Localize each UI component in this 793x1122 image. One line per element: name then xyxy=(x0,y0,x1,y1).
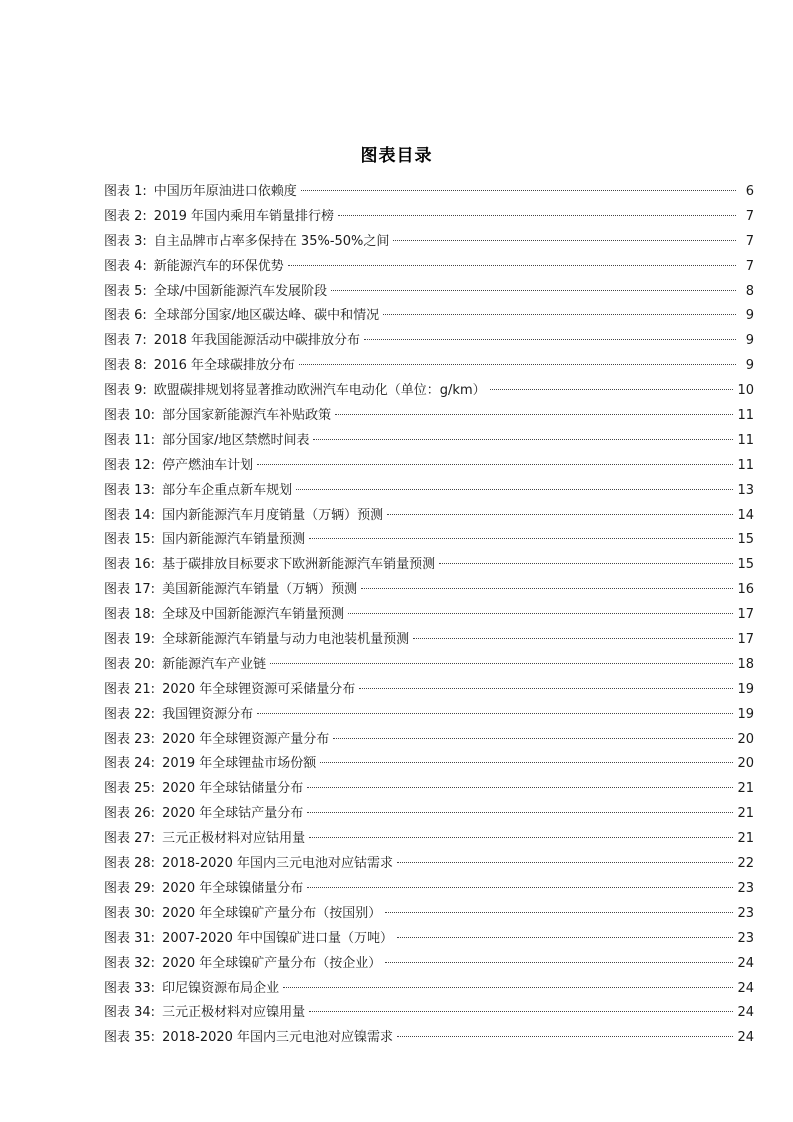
toc-entry-page-number: 24 xyxy=(737,1005,754,1021)
toc-entry[interactable] xyxy=(104,752,754,777)
dot-leader xyxy=(439,563,733,564)
dot-leader xyxy=(320,762,733,763)
toc-entry-page-number: 7 xyxy=(745,258,754,274)
toc-entry[interactable] xyxy=(104,628,754,653)
dot-leader xyxy=(413,638,733,639)
toc-entry-label: 图表 5: xyxy=(104,283,147,299)
dot-leader xyxy=(309,1011,733,1012)
toc-entry[interactable] xyxy=(104,479,754,504)
toc-entry-caption: 2020 年全球钴产量分布 xyxy=(162,806,304,822)
toc-entry-caption: 国内新能源汽车月度销量（万辆）预测 xyxy=(162,507,384,523)
dot-leader xyxy=(333,738,733,739)
dot-leader xyxy=(348,613,733,614)
toc-entry-label: 图表 25: xyxy=(104,781,156,797)
toc-entry-label: 图表 8: xyxy=(104,358,147,374)
toc-entry-label: 图表 13: xyxy=(104,482,156,498)
toc-entry-page-number: 21 xyxy=(737,831,754,847)
toc-entry[interactable] xyxy=(104,404,754,429)
toc-entry-label: 图表 16: xyxy=(104,557,156,573)
toc-entry[interactable] xyxy=(104,354,754,379)
toc-entry-caption: 2020 年全球锂资源产量分布 xyxy=(162,731,330,747)
toc-entry-caption: 美国新能源汽车销量（万辆）预测 xyxy=(162,582,358,598)
toc-entry-caption: 新能源汽车的环保优势 xyxy=(153,258,284,274)
toc-entry-page-number: 24 xyxy=(737,955,754,971)
toc-entry[interactable] xyxy=(104,1001,754,1026)
dot-leader xyxy=(397,1036,733,1037)
dot-leader xyxy=(270,663,733,664)
toc-entry[interactable] xyxy=(104,877,754,902)
toc-entry-caption: 停产燃油车计划 xyxy=(162,457,254,473)
dot-leader xyxy=(257,713,733,714)
dot-leader xyxy=(309,837,733,838)
dot-leader xyxy=(301,190,736,191)
toc-entry-label: 图表 21: xyxy=(104,681,156,697)
toc-entry-page-number: 9 xyxy=(745,333,754,349)
toc-entry-caption: 印尼镍资源布局企业 xyxy=(162,980,280,996)
dot-leader xyxy=(335,414,733,415)
toc-entry-caption: 中国历年原油进口依赖度 xyxy=(153,184,297,199)
toc-entry-label: 图表 24: xyxy=(104,756,156,772)
toc-entry-label: 图表 33: xyxy=(104,980,156,996)
toc-entry-caption: 2018-2020 年国内三元电池对应钴需求 xyxy=(162,856,394,872)
toc-entry[interactable] xyxy=(104,977,754,1002)
toc-entry-label: 图表 23: xyxy=(104,731,156,747)
toc-entry-caption: 三元正极材料对应钴用量 xyxy=(162,831,306,847)
toc-entry-label: 图表 34: xyxy=(104,1005,156,1021)
toc-entry-label: 图表 28: xyxy=(104,856,156,872)
toc-entry-caption: 2018 年我国能源活动中碳排放分布 xyxy=(153,333,361,349)
dot-leader xyxy=(393,240,736,241)
dot-leader xyxy=(359,688,733,689)
toc-entry-caption: 2016 年全球碳排放分布 xyxy=(153,358,296,374)
toc-entry[interactable] xyxy=(104,728,754,753)
toc-entry[interactable] xyxy=(104,852,754,877)
toc-entry-page-number: 20 xyxy=(737,731,754,747)
toc-entry-label: 图表 11: xyxy=(104,432,156,448)
toc-entry[interactable] xyxy=(104,802,754,827)
dot-leader xyxy=(361,588,733,589)
toc-entry[interactable] xyxy=(104,230,754,255)
table-of-figures xyxy=(104,180,754,1051)
toc-entry[interactable] xyxy=(104,827,754,852)
toc-entry-page-number: 19 xyxy=(737,681,754,697)
toc-entry-caption: 全球部分国家/地区碳达峰、碳中和情况 xyxy=(153,308,380,324)
toc-entry-page-number: 15 xyxy=(737,557,754,573)
dot-leader xyxy=(296,489,733,490)
toc-entry-page-number: 7 xyxy=(745,208,754,224)
toc-entry-caption: 国内新能源汽车销量预测 xyxy=(162,532,306,548)
toc-entry-label: 图表 7: xyxy=(104,333,147,349)
toc-entry-page-number: 9 xyxy=(745,358,754,374)
toc-entry-label: 图表 20: xyxy=(104,656,156,672)
toc-entry-label: 图表 3: xyxy=(104,233,147,249)
toc-entry-caption: 部分车企重点新车规划 xyxy=(162,482,293,498)
toc-entry-page-number: 17 xyxy=(737,607,754,623)
toc-entry-caption: 2020 年全球钴储量分布 xyxy=(162,781,304,797)
dot-leader xyxy=(283,987,733,988)
toc-entry-caption: 部分国家新能源汽车补贴政策 xyxy=(162,408,332,424)
toc-entry[interactable] xyxy=(104,1026,754,1051)
toc-entry-caption: 2019 年国内乘用车销量排行榜 xyxy=(153,208,335,224)
toc-entry[interactable] xyxy=(104,504,754,529)
dot-leader xyxy=(397,937,733,938)
toc-entry-page-number: 11 xyxy=(737,457,754,473)
toc-entry[interactable] xyxy=(104,429,754,454)
toc-entry-page-number: 11 xyxy=(737,408,754,424)
toc-entry-label: 图表 2: xyxy=(104,208,147,224)
toc-entry-page-number: 11 xyxy=(737,432,754,448)
toc-entry-page-number: 23 xyxy=(737,880,754,896)
toc-entry-caption: 全球/中国新能源汽车发展阶段 xyxy=(153,283,328,299)
toc-entry-page-number: 16 xyxy=(737,582,754,598)
toc-entry-page-number: 9 xyxy=(745,308,754,324)
dot-leader xyxy=(299,364,736,365)
toc-entry-label: 图表 14: xyxy=(104,507,156,523)
toc-entry-label: 图表 10: xyxy=(104,408,156,424)
dot-leader xyxy=(257,464,733,465)
toc-entry-caption: 2019 年全球锂盐市场份额 xyxy=(162,756,317,772)
toc-entry-label: 图表 30: xyxy=(104,905,156,921)
toc-entry-label: 图表 6: xyxy=(104,308,147,324)
toc-entry-label: 图表 1: xyxy=(104,184,147,199)
toc-entry-caption: 2020 年全球锂资源可采储量分布 xyxy=(162,681,356,697)
toc-entry-label: 图表 29: xyxy=(104,880,156,896)
toc-entry-label: 图表 22: xyxy=(104,706,156,722)
page-title: 图表目录 xyxy=(360,146,433,166)
toc-entry[interactable] xyxy=(104,379,754,404)
toc-entry-page-number: 22 xyxy=(737,856,754,872)
toc-entry-caption: 部分国家/地区禁燃时间表 xyxy=(162,432,310,448)
toc-entry[interactable] xyxy=(104,205,754,230)
dot-leader xyxy=(397,862,733,863)
toc-entry-page-number: 23 xyxy=(737,905,754,921)
dot-leader xyxy=(364,339,736,340)
toc-entry[interactable] xyxy=(104,603,754,628)
toc-entry-caption: 三元正极材料对应镍用量 xyxy=(162,1005,306,1021)
toc-entry-label: 图表 9: xyxy=(104,383,147,399)
dot-leader xyxy=(309,538,733,539)
toc-entry-page-number: 21 xyxy=(737,806,754,822)
dot-leader xyxy=(383,314,736,315)
toc-entry[interactable] xyxy=(104,653,754,678)
toc-entry[interactable] xyxy=(104,578,754,603)
toc-entry-page-number: 17 xyxy=(737,632,754,648)
dot-leader xyxy=(307,887,733,888)
toc-entry-page-number: 10 xyxy=(737,383,754,399)
toc-entry-caption: 欧盟碳排规划将显著推动欧洲汽车电动化（单位：g/km） xyxy=(153,383,486,399)
dot-leader xyxy=(307,787,733,788)
toc-entry[interactable] xyxy=(104,454,754,479)
toc-entry-caption: 2018-2020 年国内三元电池对应镍需求 xyxy=(162,1030,394,1046)
toc-entry-page-number: 19 xyxy=(737,706,754,722)
toc-entry-caption: 基于碳排放目标要求下欧洲新能源汽车销量预测 xyxy=(162,557,436,573)
dot-leader xyxy=(387,514,733,515)
toc-entry-label: 图表 12: xyxy=(104,457,156,473)
toc-entry-page-number: 14 xyxy=(737,507,754,523)
toc-entry[interactable] xyxy=(104,952,754,977)
dot-leader xyxy=(307,812,733,813)
toc-entry-label: 图表 15: xyxy=(104,532,156,548)
toc-entry[interactable] xyxy=(104,304,754,329)
toc-entry-label: 图表 17: xyxy=(104,582,156,598)
toc-entry-label: 图表 35: xyxy=(104,1030,156,1046)
toc-entry[interactable] xyxy=(104,927,754,952)
toc-entry-label: 图表 27: xyxy=(104,831,156,847)
toc-entry[interactable] xyxy=(104,329,754,354)
dot-leader xyxy=(385,962,733,963)
toc-entry-label: 图表 26: xyxy=(104,806,156,822)
toc-entry[interactable] xyxy=(104,180,754,205)
toc-entry-caption: 2007-2020 年中国镍矿进口量（万吨） xyxy=(162,930,394,946)
toc-entry-label: 图表 19: xyxy=(104,632,156,648)
toc-entry-page-number: 20 xyxy=(737,756,754,772)
toc-entry-page-number: 24 xyxy=(737,1030,754,1046)
toc-entry-page-number: 18 xyxy=(737,656,754,672)
toc-entry-page-number: 7 xyxy=(745,233,754,249)
toc-entry-label: 图表 32: xyxy=(104,955,156,971)
toc-entry-caption: 自主品牌市占率多保持在 35%-50%之间 xyxy=(153,233,390,249)
dot-leader xyxy=(288,265,736,266)
dot-leader xyxy=(313,439,733,440)
toc-entry[interactable] xyxy=(104,528,754,553)
dot-leader xyxy=(385,912,733,913)
toc-entry[interactable] xyxy=(104,553,754,578)
toc-entry-label: 图表 18: xyxy=(104,607,156,623)
toc-entry-caption: 全球及中国新能源汽车销量预测 xyxy=(162,607,345,623)
toc-entry-page-number: 13 xyxy=(737,482,754,498)
dot-leader xyxy=(338,215,736,216)
toc-entry[interactable] xyxy=(104,902,754,927)
toc-entry-page-number: 8 xyxy=(745,283,754,299)
toc-entry-page-number: 15 xyxy=(737,532,754,548)
toc-entry-page-number: 21 xyxy=(737,781,754,797)
toc-entry-caption: 2020 年全球镍矿产量分布（按国别） xyxy=(162,905,382,921)
toc-entry-caption: 新能源汽车产业链 xyxy=(162,656,267,672)
toc-entry-page-number: 23 xyxy=(737,930,754,946)
toc-entry-caption: 全球新能源汽车销量与动力电池装机量预测 xyxy=(162,632,410,648)
toc-entry[interactable] xyxy=(104,280,754,305)
dot-leader xyxy=(331,290,736,291)
toc-entry-label: 图表 4: xyxy=(104,258,147,274)
toc-entry[interactable] xyxy=(104,678,754,703)
toc-entry-caption: 2020 年全球镍矿产量分布（按企业） xyxy=(162,955,382,971)
toc-entry[interactable] xyxy=(104,777,754,802)
toc-entry-caption: 我国锂资源分布 xyxy=(162,706,254,722)
toc-entry[interactable] xyxy=(104,703,754,728)
toc-entry[interactable] xyxy=(104,255,754,280)
toc-entry-page-number: 24 xyxy=(737,980,754,996)
toc-entry-caption: 2020 年全球镍储量分布 xyxy=(162,880,304,896)
dot-leader xyxy=(490,389,734,390)
toc-entry-label: 图表 31: xyxy=(104,930,156,946)
toc-entry-page-number: 6 xyxy=(745,184,754,199)
